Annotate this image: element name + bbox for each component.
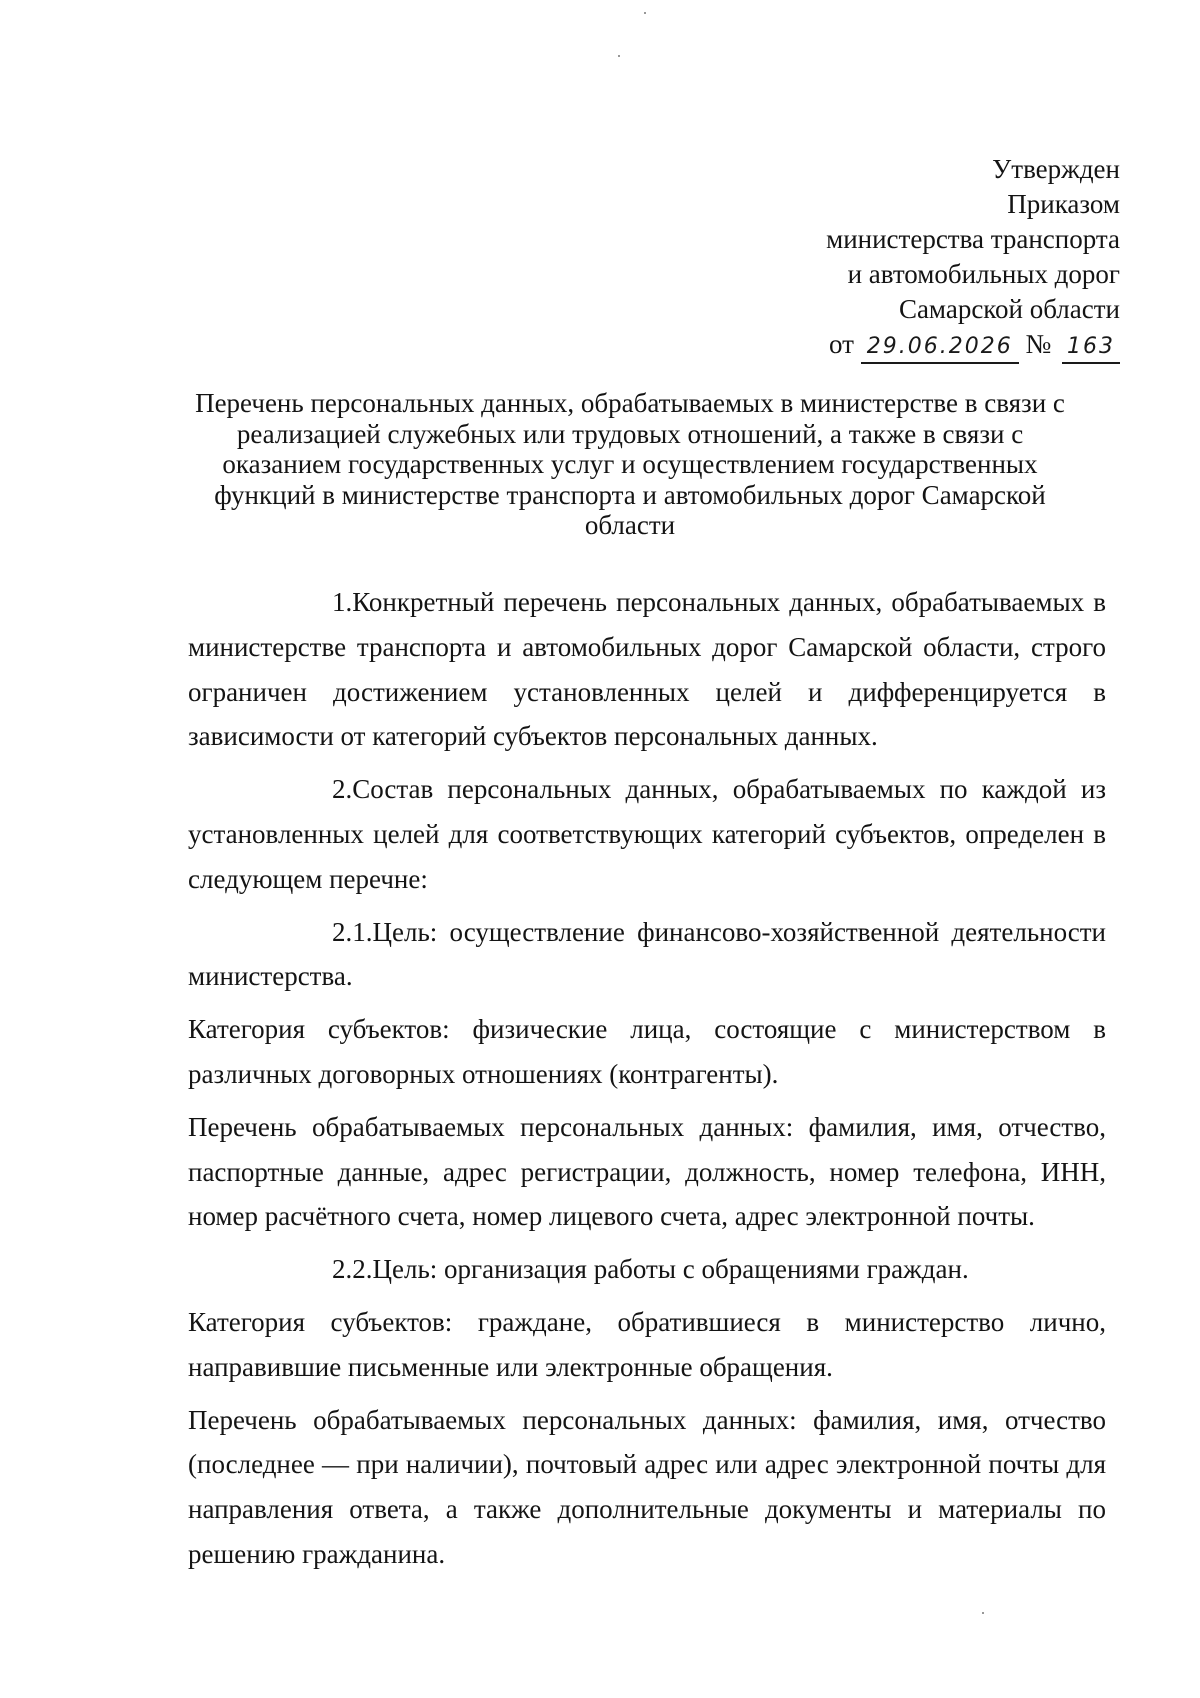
paragraph-text: Перечень обрабатываемых персональных данных: фамилия, имя, отчество, паспортные данные, адрес регистрации, должность, номер телефона, ИНН, номер расчётного счета, номер лицевого счета, адрес электронной почты. <box>188 1111 1106 1232</box>
paragraph-text: Категория субъектов: граждане, обратившиеся в министерство лично, направившие письменные или электронные обращения. <box>188 1306 1106 1382</box>
approval-line: Утвержден <box>992 154 1120 184</box>
date-prefix: от <box>829 329 854 359</box>
document-body <box>188 580 1106 1585</box>
paragraph-2-1 <box>188 910 1106 1000</box>
paragraph-category-2 <box>188 1300 1106 1390</box>
paragraph-number: 1. <box>332 587 353 617</box>
approval-line: Приказом <box>1007 189 1120 219</box>
scan-speck <box>618 55 620 57</box>
paragraph-text: Цель: осуществление финансово-хозяйственной деятельности министерства. <box>188 916 1106 992</box>
approval-line: министерства транспорта <box>826 224 1120 254</box>
handwritten-date: 29.06.2026 <box>861 334 1019 364</box>
approval-block <box>600 152 1120 364</box>
paragraph-number: 2.1. <box>332 916 373 947</box>
approval-line: и автомобильных дорог <box>847 259 1120 289</box>
document-title: Перечень персональных данных, обрабатываемых в министерстве в связи с реализацией служебных или трудовых отношений, а также в связи с оказанием государственных услуг и осуществлением государственных функций в министерстве транспорта и автомобильных дорог Самарской области <box>195 388 1065 540</box>
paragraph-text: Состав персональных данных, обрабатываемых по каждой из установленных целей для соответствующих категорий субъектов, определен в следующем перечне: <box>188 774 1106 894</box>
paragraph-data-list-2 <box>188 1398 1106 1577</box>
approval-line: Самарской области <box>898 294 1120 324</box>
paragraph-text: Цель: организация работы с обращениями граждан. <box>372 1254 969 1285</box>
paragraph-number: 2.2. <box>332 1254 373 1285</box>
handwritten-number: 163 <box>1062 334 1120 364</box>
paragraph-category-1 <box>188 1007 1106 1097</box>
approval-date-line <box>600 327 1120 364</box>
number-prefix: № <box>1025 329 1052 359</box>
scan-speck <box>644 12 646 14</box>
scan-speck <box>982 1612 984 1614</box>
paragraph-1 <box>188 580 1106 759</box>
paragraph-text: Перечень обрабатываемых персональных данных: фамилия, имя, отчество (последнее — при наличии), почтовый адрес или адрес электронной почты для направления ответа, а также дополнительные документы и материалы по решению гражданина. <box>188 1404 1106 1569</box>
paragraph-2 <box>188 767 1106 901</box>
paragraph-data-list-1 <box>188 1105 1106 1239</box>
paragraph-2-2 <box>188 1247 1106 1292</box>
paragraph-text: Категория субъектов: физические лица, состоящие с министерством в различных договорных отношениях (контрагенты). <box>188 1014 1106 1089</box>
paragraph-number: 2. <box>332 774 353 805</box>
paragraph-text: Конкретный перечень персональных данных, обрабатываемых в министерстве транспорта и автомобильных дорог Самарской области, строго ограничен достижением установленных целей и дифференцируется в зависимости от категорий субъектов персональных данных. <box>188 587 1106 752</box>
